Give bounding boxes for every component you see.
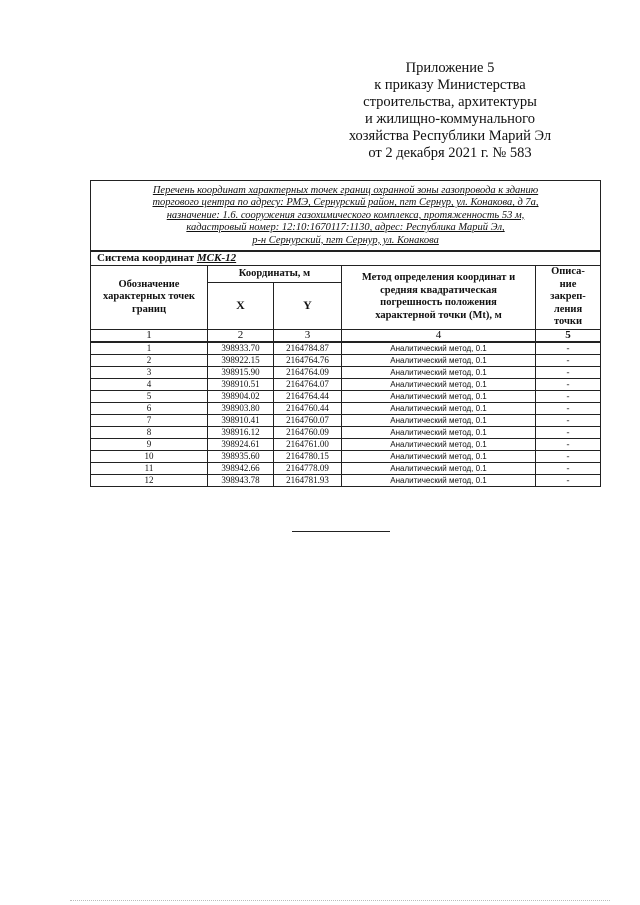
table-row [91,390,601,402]
data-rows [91,342,601,487]
cell-description: - [536,462,601,474]
caption-line: назначение: 1.6. сооружения газохимического комплекса, протяженность 53 м, [166,209,525,221]
table-row [91,426,601,438]
header-description: Описа- ние закреп- ления точки [536,266,601,330]
appendix-line: от 2 декабря 2021 г. № 583 [368,145,532,161]
cell-description: - [536,402,601,414]
table-row [91,438,601,450]
cell-y: 2164764.76 [274,354,342,366]
cell-point: 7 [91,414,208,426]
cell-x: 398933.70 [208,342,274,355]
table-row [91,342,601,355]
cell-y: 2164764.44 [274,390,342,402]
cell-y: 2164780.15 [274,450,342,462]
cell-y: 2164760.44 [274,402,342,414]
appendix-header [320,60,580,162]
cell-x: 398943.78 [208,474,274,486]
column-number: 3 [274,329,342,342]
cell-description: - [536,414,601,426]
system-label: Система координат [97,252,195,265]
appendix-line: Приложение 5 [405,60,495,76]
cell-x: 398922.15 [208,354,274,366]
system-row [91,251,601,266]
column-number-row [91,329,601,342]
cell-point: 8 [91,426,208,438]
header-point: Обозначение характерных точек границ [91,266,208,330]
caption-line: кадастровый номер: 12:10:1670117:1130, адрес: Республика Марий Эл, [186,222,505,234]
cell-method: Аналитический метод, 0.1 [342,378,536,390]
cell-method: Аналитический метод, 0.1 [342,414,536,426]
caption-line: торгового центра по адресу: РМЭ, Сернурский район, пгт Сернур, ул. Конакова, д 7а, [152,197,539,209]
cell-y: 2164764.07 [274,378,342,390]
cell-point: 12 [91,474,208,486]
cell-description: - [536,378,601,390]
caption-line: р-н Сернурский, пгт Сернур, ул. Конакова [252,234,439,246]
cell-description: - [536,390,601,402]
cell-description: - [536,438,601,450]
cell-point: 10 [91,450,208,462]
cell-method: Аналитический метод, 0.1 [342,474,536,486]
cell-x: 398942.66 [208,462,274,474]
table-row [91,402,601,414]
cell-x: 398910.51 [208,378,274,390]
header-row [91,266,601,283]
caption-line: Перечень координат характерных точек границ охранной зоны газопровода к зданию [152,185,539,196]
cell-method: Аналитический метод, 0.1 [342,366,536,378]
table-row [91,354,601,366]
cell-x: 398910.41 [208,414,274,426]
cell-y: 2164764.09 [274,366,342,378]
cell-y: 2164784.87 [274,342,342,355]
appendix-line: и жилищно-коммунального [364,111,536,127]
column-number: 1 [91,329,208,342]
header-x: X [208,282,274,329]
cell-x: 398935.60 [208,450,274,462]
table-row [91,450,601,462]
cell-point: 6 [91,402,208,414]
footer-scan-artifact [70,900,610,901]
cell-y: 2164760.07 [274,414,342,426]
cell-description: - [536,450,601,462]
table-row [91,378,601,390]
cell-x: 398915.90 [208,366,274,378]
caption-row [91,181,601,252]
cell-point: 1 [91,342,208,355]
table-caption [91,181,601,252]
signature-line [292,531,390,532]
column-number: 4 [342,329,536,342]
cell-y: 2164778.09 [274,462,342,474]
cell-point: 9 [91,438,208,450]
table-row [91,414,601,426]
cell-method: Аналитический метод, 0.1 [342,342,536,355]
cell-point: 11 [91,462,208,474]
cell-description: - [536,354,601,366]
cell-x: 398916.12 [208,426,274,438]
cell-method: Аналитический метод, 0.1 [342,438,536,450]
table-row [91,366,601,378]
cell-x: 398903.80 [208,402,274,414]
cell-point: 2 [91,354,208,366]
cell-x: 398924.61 [208,438,274,450]
cell-description: - [536,426,601,438]
system-value: МСК-12 [196,252,237,265]
cell-method: Аналитический метод, 0.1 [342,354,536,366]
coordinates-table [90,180,601,487]
appendix-line: строительства, архитектуры [363,94,537,110]
cell-method: Аналитический метод, 0.1 [342,462,536,474]
cell-x: 398904.02 [208,390,274,402]
header-y: Y [274,282,342,329]
column-number: 5 [536,329,601,342]
appendix-line: хозяйства Республики Марий Эл [348,128,552,144]
cell-y: 2164760.09 [274,426,342,438]
cell-description: - [536,366,601,378]
coordinate-system [91,251,601,266]
cell-point: 5 [91,390,208,402]
cell-description: - [536,342,601,355]
table-row [91,474,601,486]
cell-point: 3 [91,366,208,378]
header-coordinates: Координаты, м [208,266,342,283]
cell-point: 4 [91,378,208,390]
column-number: 2 [208,329,274,342]
cell-y: 2164781.93 [274,474,342,486]
appendix-line: к приказу Министерства [374,77,526,93]
cell-method: Аналитический метод, 0.1 [342,402,536,414]
table-row [91,462,601,474]
header-method: Метод определения координат и средняя квадратическая погрешность положения характерной точки (Mt), м [342,266,536,330]
cell-method: Аналитический метод, 0.1 [342,450,536,462]
cell-y: 2164761.00 [274,438,342,450]
cell-description: - [536,474,601,486]
cell-method: Аналитический метод, 0.1 [342,390,536,402]
cell-method: Аналитический метод, 0.1 [342,426,536,438]
